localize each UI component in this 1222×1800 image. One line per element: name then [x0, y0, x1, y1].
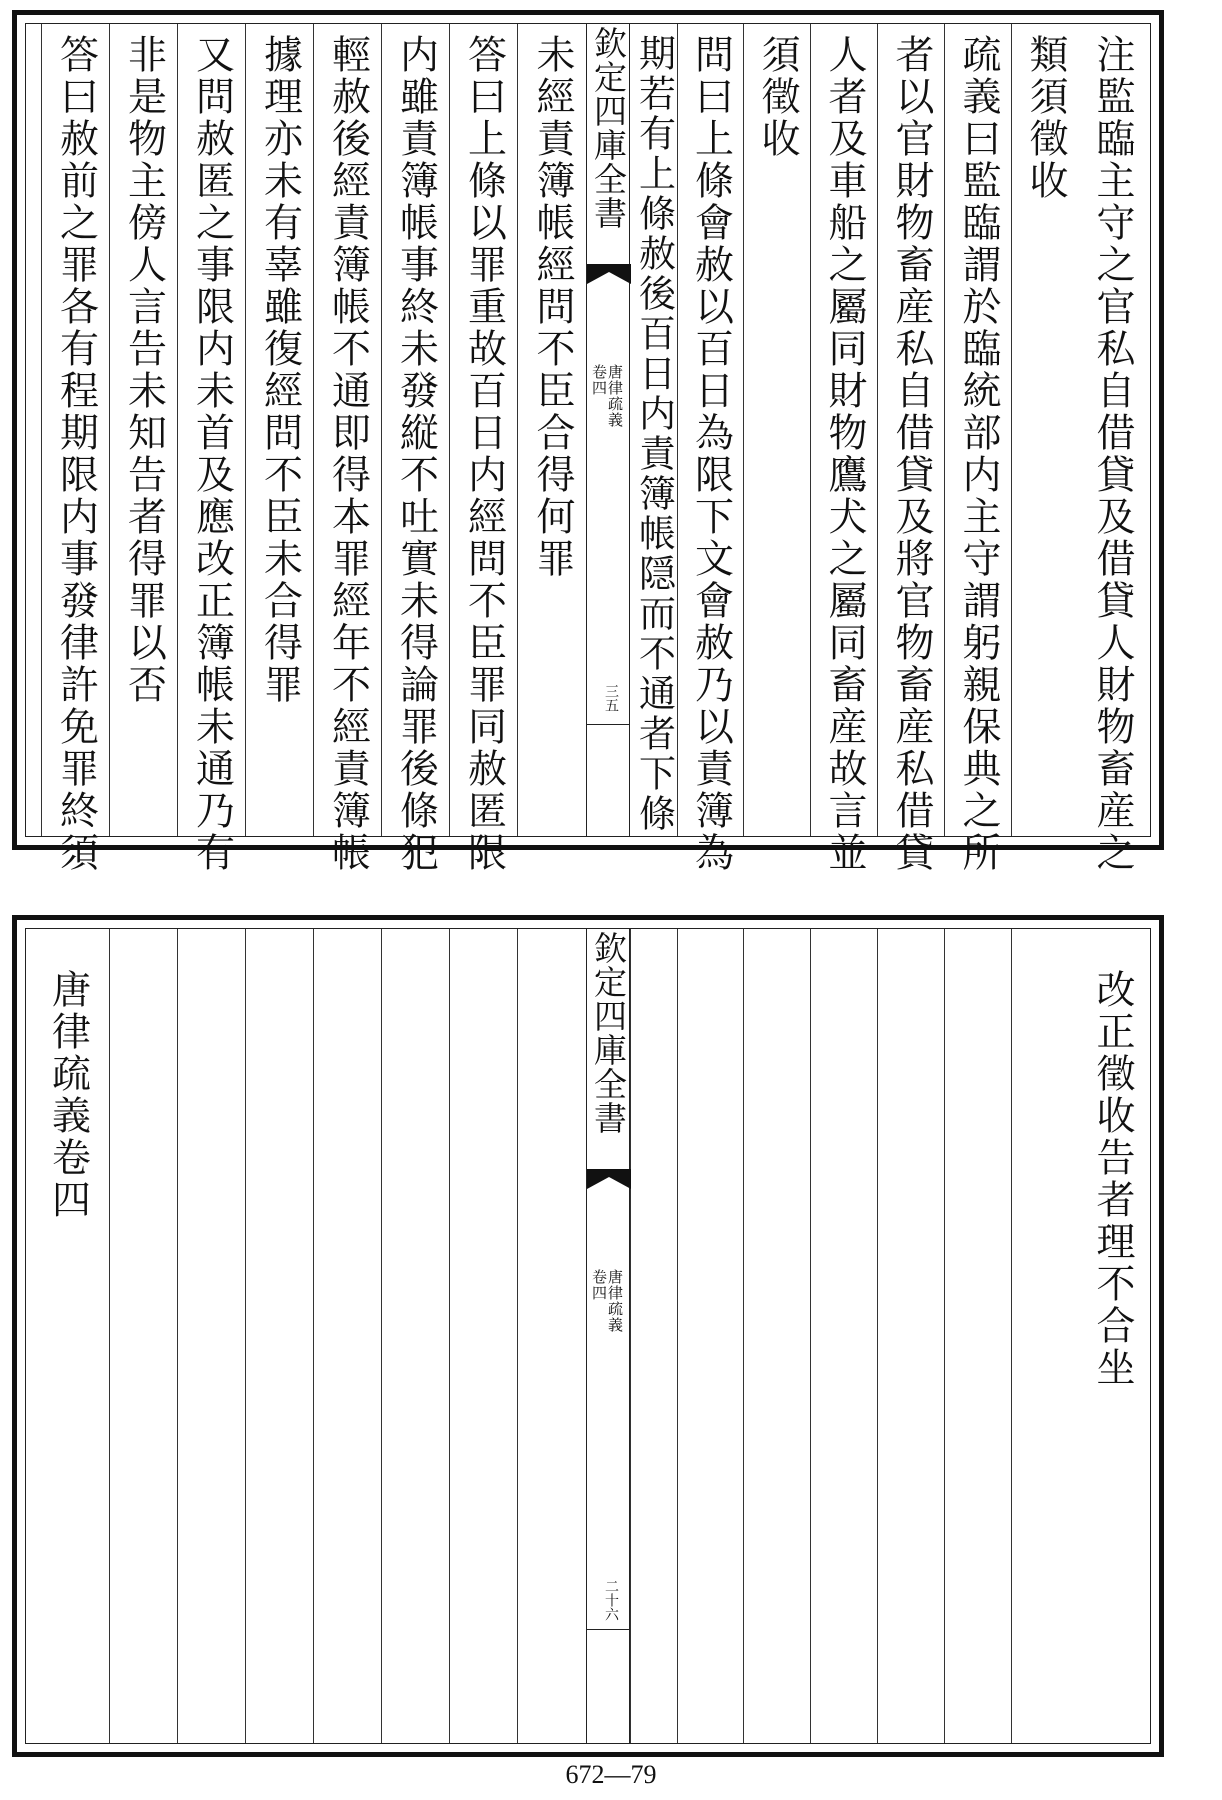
text-column: 非是物主傍人言告未知告者得罪以否 — [109, 24, 177, 836]
empty-column — [245, 929, 313, 1743]
empty-column — [1011, 929, 1078, 1743]
fold-title: 欽定四庫全書 — [589, 26, 628, 230]
empty-column — [630, 929, 677, 1743]
page-reference: 672—79 — [565, 1760, 657, 1789]
fold-title: 欽定四庫全書 — [589, 931, 628, 1135]
text-column: 答曰上條以罪重故百日内經問不臣罪同赦匿限 — [449, 24, 517, 836]
empty-column — [381, 929, 449, 1743]
fold-rule — [587, 724, 629, 725]
fold-center — [586, 929, 630, 1743]
empty-column — [877, 929, 944, 1743]
text-column: 輕赦後經責簿帳不通即得本罪經年不經責簿帳 — [313, 24, 381, 836]
text-column: 又問赦匿之事限内未首及應改正簿帳未通乃有 — [177, 24, 245, 836]
text-column: 期若有上條赦後百日内責簿帳隠而不通者下條 — [632, 34, 676, 834]
bottom-page-frame — [25, 928, 1151, 1744]
text-column: 疏義曰監臨謂於臨統部内主守謂躬親保典之所 — [944, 24, 1011, 836]
text-column: 答曰赦前之罪各有程期限内事發律許免罪終須 — [41, 24, 109, 836]
fold-volume-title: 唐律疏義 — [606, 1269, 624, 1333]
empty-column — [944, 929, 1011, 1743]
top-page — [12, 10, 1164, 874]
text-column: 者以官財物畜産私自借貸及將官物畜産私借貸 — [877, 24, 944, 836]
text-column: 内雖責簿帳事終未發縦不吐實未得論罪後條犯 — [381, 24, 449, 836]
top-page-frame — [25, 23, 1151, 874]
text-column: 人者及車船之屬同財物鷹犬之屬同畜産故言並 — [810, 24, 877, 836]
fishtail-mark-icon — [587, 1169, 631, 1189]
fold-volume-title: 唐律疏義 — [606, 364, 624, 428]
text-column: 類須徵收 — [1011, 24, 1078, 836]
fishtail-mark-icon — [587, 264, 631, 284]
text-column: 問曰上條會赦以百日為限下文會赦乃以責簿為 — [677, 24, 743, 836]
empty-column — [517, 929, 586, 1743]
margin-column — [26, 24, 41, 836]
fold-volume-number: 卷四 — [590, 364, 608, 396]
text-column: 注監臨主守之官私自借貸及借貸人財物畜産之 — [1090, 34, 1135, 874]
fold-center — [586, 24, 630, 836]
empty-column — [677, 929, 743, 1743]
bottom-page — [12, 915, 1164, 1757]
text-column: 唐律疏義卷四 — [45, 969, 91, 1221]
fold-rule — [587, 1629, 629, 1630]
fold-page-number: 三五 — [603, 684, 619, 712]
text-column: 須徵收 — [743, 24, 810, 836]
fold-volume-number: 卷四 — [590, 1269, 608, 1301]
text-column: 未經責簿帳經問不臣合得何罪 — [517, 24, 586, 836]
fold-page-number: 二十六 — [603, 1579, 619, 1621]
text-column: 據理亦未有辜雖復經問不臣未合得罪 — [245, 24, 313, 836]
text-column: 改正徵收告者理不合坐 — [1090, 969, 1135, 1389]
empty-column — [449, 929, 517, 1743]
empty-column — [177, 929, 245, 1743]
empty-column — [810, 929, 877, 1743]
empty-column — [313, 929, 381, 1743]
empty-column — [109, 929, 177, 1743]
empty-column — [743, 929, 810, 1743]
